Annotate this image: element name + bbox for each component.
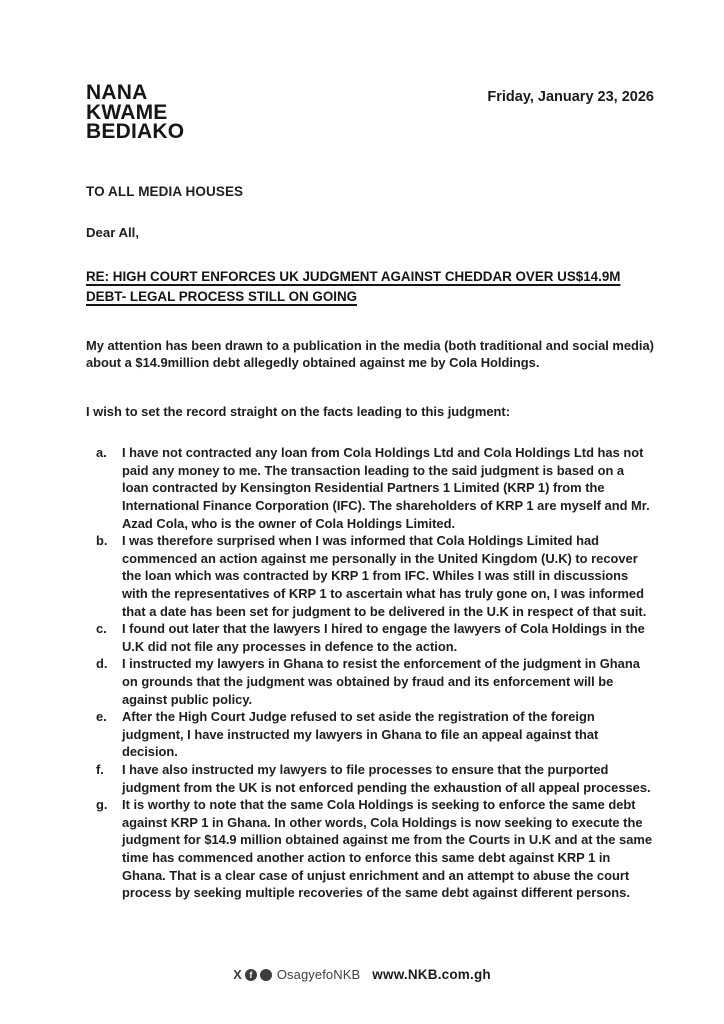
list-marker: d.	[96, 656, 108, 672]
salutation: Dear All,	[86, 224, 140, 240]
list-marker: g.	[96, 797, 108, 813]
list-item	[96, 796, 654, 902]
letter-header	[86, 83, 654, 142]
list-marker: c.	[96, 621, 107, 637]
list-item-text: It is worthy to note that the same Cola Holdings is seeking to enforce the same debt against KRP 1 in Ghana. In other words, Cola Holdings is now seeking to execute the judgment for $14.9 million obtained against me from the Courts in U.K and at the same time has commenced another action to enforce this same debt against KRP 1 in Ghana. That is a clear case of unjust enrichment and an attempt to abuse the court process by seeking multiple recoveries of the same debt against different persons.	[122, 797, 653, 901]
list-item-text: I have also instructed my lawyers to file processes to ensure that the purported judgment from the UK is not enforced pending the exhaustion of all appeal processes.	[122, 761, 651, 795]
list-item	[96, 620, 654, 655]
logo-line-2: KWAME	[86, 100, 168, 124]
x-twitter-icon: X	[233, 967, 242, 982]
nkb-logo	[86, 83, 184, 142]
list-item-text: I have not contracted any loan from Cola Holdings Ltd and Cola Holdings Ltd has not paid any money to me. The transaction leading to the said judgment is based on a loan contracted by Kensington Residential Partners 1 Limited (KRP 1) from the International Finance Corporation (IFC). The shareholders of KRP 1 are myself and Mr. Azad Cola, who is the owner of Cola Holdings Limited.	[122, 445, 650, 531]
facebook-icon: f	[245, 969, 257, 981]
letter-date: Friday, January 23, 2026	[487, 89, 654, 105]
list-item-text: After the High Court Judge refused to set aside the registration of the foreign judgment, I have instructed my lawyers in Ghana to file an appeal against that decision.	[122, 709, 599, 760]
lettered-list	[86, 444, 654, 901]
logo-line-3: BEDIAKO	[86, 120, 185, 143]
logo-line-1: NANA	[86, 81, 148, 104]
social-icons	[233, 968, 272, 981]
list-marker: b.	[96, 533, 108, 549]
website-url: www.NKB.com.gh	[372, 967, 491, 982]
list-item	[96, 532, 654, 620]
social-handle: OsagyefoNKB	[276, 967, 361, 982]
list-item	[96, 444, 654, 532]
instagram-icon	[260, 969, 272, 981]
list-marker: a.	[96, 445, 107, 461]
list-item-text: I found out later that the lawyers I hired to engage the lawyers of Cola Holdings in the U.K did not file any processes in defence to the action.	[122, 621, 645, 654]
subject-heading	[86, 267, 654, 307]
subject-line-1: RE: HIGH COURT ENFORCES UK JUDGMENT AGAINST CHEDDAR OVER US$14.9M	[86, 268, 621, 284]
recipient-line: TO ALL MEDIA HOUSES	[86, 183, 244, 199]
list-item-text: I instructed my lawyers in Ghana to resist the enforcement of the judgment in Ghana on grounds that the judgment was obtained by fraud and its enforcement will be against public policy.	[122, 656, 640, 707]
intro-paragraph: My attention has been drawn to a publication in the media (both traditional and social media) about a $14.9million debt allegedly obtained against me by Cola Holdings.	[86, 337, 654, 371]
subject-line-2: DEBT- LEGAL PROCESS STILL ON GOING	[86, 288, 358, 304]
list-marker: f.	[96, 761, 104, 777]
list-item	[96, 655, 654, 708]
list-marker: e.	[96, 709, 107, 725]
list-item	[96, 761, 654, 796]
list-item	[96, 708, 654, 761]
letter-footer	[0, 967, 724, 982]
list-item-text: I was therefore surprised when I was informed that Cola Holdings Limited had commenced an action against me personally in the United Kingdom (U.K) to recover the loan which was contracted by KRP 1 from IFC. Whiles I was still in discussions with the representatives of KRP 1 to ascertain what has truly gone on, I was informed that a date has been set for judgment to be delivered in the U.K in respect of that suit.	[122, 533, 647, 619]
facts-lead-paragraph: I wish to set the record straight on the facts leading to this judgment:	[86, 403, 510, 419]
